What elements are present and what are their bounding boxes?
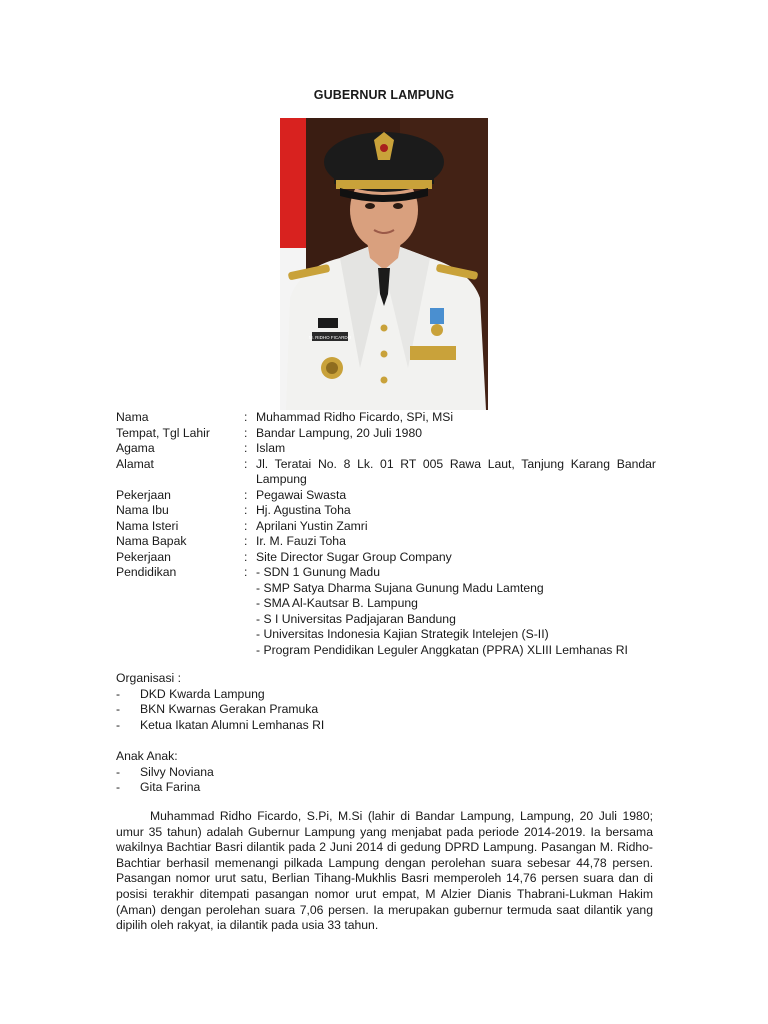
education-item: - S I Universitas Padjajaran Bandung [256,611,456,626]
bio-value: Aprilani Yustin Zamri [256,518,368,533]
bio-row [116,457,656,488]
anak-section [116,749,656,796]
bio-value: Islam [256,441,286,455]
bio-separator: : [244,456,248,471]
bio-label: Tempat, Tgl Lahir [116,425,210,440]
bio-row [116,441,656,457]
bio-label: Pekerjaan [116,549,171,564]
name-badge-text: M. RIDHO FICARDO [308,335,352,340]
bio-separator: : [244,503,248,517]
bio-value: Site Director Sugar Group Company [256,549,452,564]
list-dash: - [116,717,121,732]
education-item: - Program Pendidikan Leguler Anggkatan (PPRA) XLIII Lemhanas RI [256,642,628,657]
list-item [116,687,656,703]
bio-value: Muhammad Ridho Ficardo, SPi, MSi [256,410,454,424]
biography-paragraph: Muhammad Ridho Ficardo, S.Pi, M.Si (lahir di Bandar Lampung, Lampung, 20 Juli 1980; umur 35 tahun) adalah Gubernur Lampung yang menjabat pada periode 2014-2019. Ia bersama wakilnya Bachtiar Basri dilantik pada 2 Juni 2014 di gedung DPRD Lampung. Pasangan M. Ridho-Bachtiar berhasil memenangi pilkada Lampung dengan perolehan suara sebesar 44,78 persen. Pasangan nomor urut satu, Berlian Tihang-Mukhlis Basri memperoleh 14,76 persen suara dan di posisi terakhir ditempati pasangan nomor urut empat, M Alzier Dianis Thabrani-Lukman Hakim (Aman) dengan perolehan suara 7,06 persen. Ia merupakan gubernur termuda saat dilantik yang dipilih oleh rakyat, ia dilantik pada usia 33 tahun. [116,809,653,933]
bio-label: Nama [116,410,149,424]
bio-label: Pekerjaan [116,487,171,502]
bio-separator: : [244,487,248,502]
organisasi-heading: Organisasi : [116,671,182,685]
list-dash: - [116,780,121,794]
bio-separator: : [244,518,248,533]
education-list [256,565,656,658]
flag-red [280,118,306,248]
biodata-table [116,410,656,658]
bio-row [116,519,656,535]
bio-label: Nama Ibu [116,503,169,517]
bio-separator: : [244,534,248,548]
list-item [116,718,656,734]
bio-value: Bandar Lampung, 20 Juli 1980 [256,425,423,440]
bio-value: Pegawai Swasta [256,487,347,502]
bio-row [116,503,656,519]
list-item-text: Ketua Ikatan Alumni Lemhanas RI [140,717,325,732]
governor-portrait-photo [280,118,488,410]
list-item [116,765,656,781]
bio-value: Hj. Agustina Toha [256,503,351,517]
bio-row [116,550,656,566]
list-item [116,702,656,718]
list-item-text: DKD Kwarda Lampung [140,686,265,701]
bio-row [116,410,656,426]
organisasi-section [116,671,656,733]
list-item [116,780,656,796]
bio-separator: : [244,441,248,455]
bio-label: Nama Bapak [116,534,187,548]
anak-heading: Anak Anak: [116,749,178,763]
education-item: - SMP Satya Dharma Sujana Gunung Madu Lamteng [256,580,544,595]
education-item: - Universitas Indonesia Kajian Strategik Intelejen (S-II) [256,627,549,641]
bio-label: Nama Isteri [116,518,179,533]
list-item-text: BKN Kwarnas Gerakan Pramuka [140,702,319,716]
bio-separator: : [244,425,248,440]
education-label: Pendidikan [116,565,177,579]
list-dash: - [116,764,121,779]
bio-separator: : [244,549,248,564]
page-title: GUBERNUR LAMPUNG [313,88,455,102]
education-item: - SMA Al-Kautsar B. Lampung [256,596,418,610]
bio-separator: : [244,565,248,579]
bio-row [116,488,656,504]
list-item-text: Gita Farina [140,780,201,794]
education-item: - SDN 1 Gunung Madu [256,565,380,579]
bio-label: Alamat [116,456,154,471]
bio-row [116,534,656,550]
bio-row [116,426,656,442]
bio-row-education [116,565,656,658]
bio-label: Agama [116,441,155,455]
bio-value: Ir. M. Fauzi Toha [256,534,346,548]
list-dash: - [116,702,121,716]
list-dash: - [116,686,121,701]
bio-separator: : [244,410,248,424]
bio-value-address: Jl. Teratai No. 8 Lk. 01 RT 005 Rawa Laut, Tanjung Karang Bandar Lampung [256,456,656,486]
list-item-text: Silvy Noviana [140,764,214,779]
